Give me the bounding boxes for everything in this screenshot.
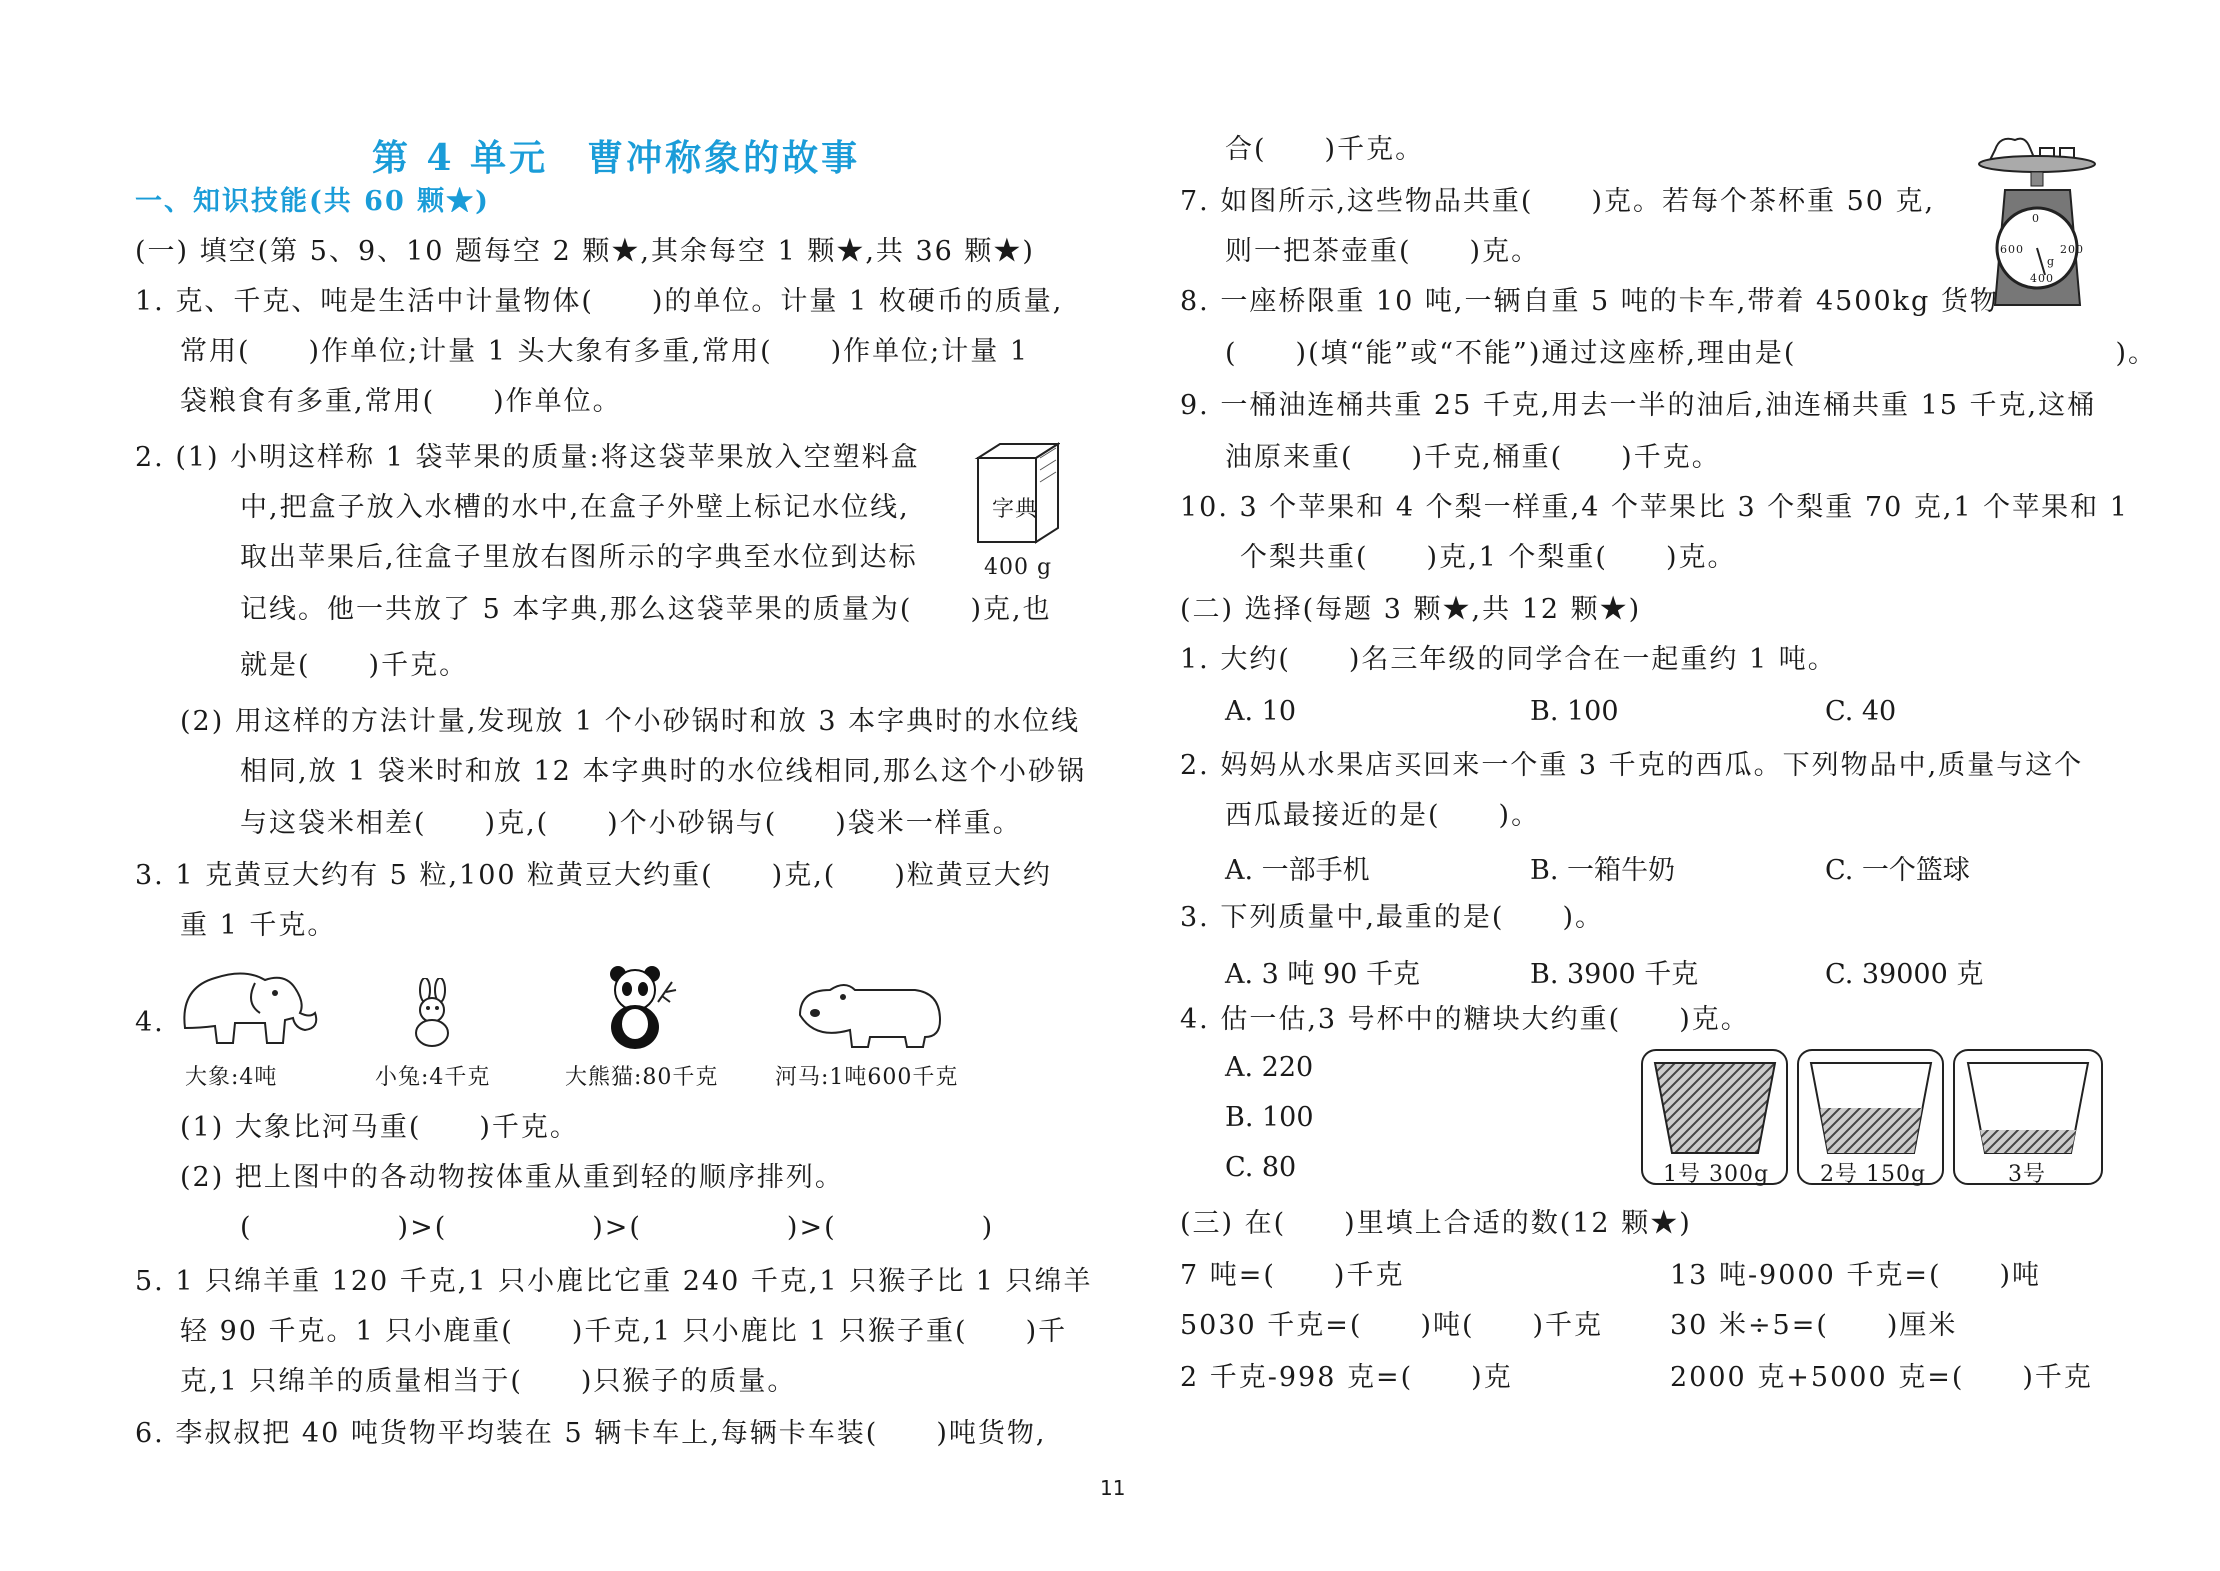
q4-part-1: (1) 大象比河马重( )千克。 [180, 1112, 579, 1143]
animal-hippo-caption: 河马:1吨600千克 [775, 1065, 959, 1090]
q2-line-2: 中,把盒子放入水槽的水中,在盒子外壁上标记水位线, [240, 492, 910, 523]
q10-line-2: 个梨共重( )克,1 个梨重( )克。 [1240, 542, 1737, 573]
q2-line-5: 就是( )千克。 [240, 650, 469, 681]
scale-mark-400: 400 [2030, 272, 2054, 285]
scale-mark-600: 600 [2000, 243, 2024, 256]
q6-line-2: 合( )千克。 [1225, 134, 1425, 165]
part-heading-fill: (一) 填空(第 5、9、10 题每空 2 颗★,其余每空 1 颗★,共 36 颗★) [135, 236, 1035, 267]
cup-3-label: 3号 [2008, 1162, 2046, 1187]
q5-line-1: 5. 1 只绵羊重 120 千克,1 只小鹿比它重 240 千克,1 只猴子比 1 只绵羊 [135, 1266, 1093, 1297]
q1-line-1: 1. 克、千克、吨是生活中计量物体( )的单位。计量 1 枚硬币的质量, [135, 286, 1064, 317]
rabbit-icon [400, 978, 470, 1048]
scale-unit: g [2047, 255, 2056, 268]
q1-line-3: 袋粮食有多重,常用( )作单位。 [180, 386, 622, 417]
q6-line-1: 6. 李叔叔把 40 吨货物平均装在 5 辆卡车上,每辆卡车装( )吨货物, [135, 1418, 1047, 1449]
fill-2-right: 30 米÷5=( )厘米 [1670, 1310, 1958, 1341]
animal-rabbit-caption: 小兔:4千克 [375, 1065, 491, 1090]
page-title: 第 4 单元 曹冲称象的故事 [372, 137, 861, 179]
c2-stem-1: 2. 妈妈从水果店买回来一个重 3 千克的西瓜。下列物品中,质量与这个 [1180, 750, 2084, 781]
c3-option-c: C. 39000 克 [1825, 959, 1984, 990]
c3-option-b: B. 3900 千克 [1530, 959, 1699, 990]
page-number: 11 [1100, 1476, 1126, 1500]
dictionary-figure [970, 440, 1060, 590]
c3-stem: 3. 下列质量中,最重的是( )。 [1180, 902, 1604, 933]
c1-option-a: A. 10 [1225, 696, 1297, 727]
q2-line-8: 与这袋米相差( )克,( )个小砂锅与( )袋米一样重。 [240, 808, 1022, 839]
elephant-icon [175, 958, 325, 1048]
q2-line-3: 取出苹果后,往盒子里放右图所示的字典至水位到达标 [240, 542, 918, 573]
q4-number: 4. [135, 1007, 165, 1038]
cup-1-label: 1号 300g [1663, 1162, 1770, 1187]
part-heading-choice: (二) 选择(每题 3 颗★,共 12 颗★) [1180, 594, 1642, 625]
c4-stem: 4. 估一估,3 号杯中的糖块大约重( )克。 [1180, 1004, 1750, 1035]
q2-line-6: (2) 用这样的方法计量,发现放 1 个小砂锅时和放 3 本字典时的水位线 [180, 706, 1081, 737]
section-heading: 一、知识技能(共 60 颗★) [135, 186, 490, 217]
c1-option-b: B. 100 [1530, 696, 1619, 727]
scale-mark-0: 0 [2032, 212, 2040, 225]
animal-elephant-caption: 大象:4吨 [185, 1065, 278, 1090]
c3-option-a: A. 3 吨 90 千克 [1225, 959, 1420, 990]
q8-line-2: ( )(填“能”或“不能”)通过这座桥,理由是( )。 [1225, 338, 2157, 369]
q7-line-1: 7. 如图所示,这些物品共重( )克。若每个茶杯重 50 克, [1180, 186, 1936, 217]
animal-panda-caption: 大熊猫:80千克 [565, 1065, 719, 1090]
dictionary-label: 字典 [992, 497, 1039, 522]
fill-2-left: 5030 千克=( )吨( )千克 [1180, 1310, 1604, 1341]
q9-line-1: 9. 一桶油连桶共重 25 千克,用去一半的油后,油连桶共重 15 千克,这桶 [1180, 390, 2097, 421]
q4-part-2: (2) 把上图中的各动物按体重从重到轻的顺序排列。 [180, 1162, 844, 1193]
q7-line-2: 则一把茶壶重( )克。 [1225, 236, 1541, 267]
c4-option-a: A. 220 [1225, 1052, 1314, 1083]
q2-line-7: 相同,放 1 袋米时和放 12 本字典时的水位线相同,那么这个小砂锅 [240, 756, 1087, 787]
c2-stem-2: 西瓜最接近的是( )。 [1225, 800, 1541, 831]
c2-option-c: C. 一个篮球 [1825, 855, 1970, 886]
c4-option-b: B. 100 [1225, 1102, 1314, 1133]
c1-stem: 1. 大约( )名三年级的同学合在一起重约 1 吨。 [1180, 644, 1837, 675]
fill-3-left: 2 千克-998 克=( )克 [1180, 1362, 1513, 1393]
dictionary-weight: 400 g [984, 555, 1053, 580]
q8-line-1: 8. 一座桥限重 10 吨,一辆自重 5 吨的卡车,带着 4500kg 货物 [1180, 286, 1999, 317]
q2-line-4: 记线。他一共放了 5 本字典,那么这袋苹果的质量为( )克,也 [240, 594, 1052, 625]
c2-option-b: B. 一箱牛奶 [1530, 855, 1676, 886]
q3-line-1: 3. 1 克黄豆大约有 5 粒,100 粒黄豆大约重( )克,( )粒黄豆大约 [135, 860, 1052, 891]
q10-line-1: 10. 3 个苹果和 4 个梨一样重,4 个苹果比 3 个梨重 70 克,1 个苹果和 1 [1180, 492, 2129, 523]
fill-1-right: 13 吨-9000 千克=( )吨 [1670, 1260, 2042, 1291]
part-heading-blanks: (三) 在( )里填上合适的数(12 颗★) [1180, 1208, 1692, 1239]
hippo-icon [795, 975, 945, 1050]
q3-line-2: 重 1 千克。 [180, 910, 337, 941]
q9-line-2: 油原来重( )千克,桶重( )千克。 [1225, 442, 1721, 473]
q5-line-3: 克,1 只绵羊的质量相当于( )只猴子的质量。 [180, 1366, 797, 1397]
c1-option-c: C. 40 [1825, 696, 1897, 727]
q2-line-1: 2. (1) 小明这样称 1 袋苹果的质量:将这袋苹果放入空塑料盒 [135, 442, 920, 473]
fill-1-left: 7 吨=( )千克 [1180, 1260, 1405, 1291]
fill-3-right: 2000 克+5000 克=( )千克 [1670, 1362, 2093, 1393]
cup-2-label: 2号 150g [1820, 1162, 1927, 1187]
panda-icon [600, 962, 680, 1052]
scale-mark-200: 200 [2060, 243, 2084, 256]
q1-line-2: 常用( )作单位;计量 1 头大象有多重,常用( )作单位;计量 1 [180, 336, 1030, 367]
c4-option-c: C. 80 [1225, 1152, 1297, 1183]
q5-line-2: 轻 90 千克。1 只小鹿重( )千克,1 只小鹿比 1 只猴子重( )千 [180, 1316, 1068, 1347]
q4-order-blanks: ( )>( )>( )>( ) [240, 1212, 995, 1243]
c2-option-a: A. 一部手机 [1225, 855, 1370, 886]
